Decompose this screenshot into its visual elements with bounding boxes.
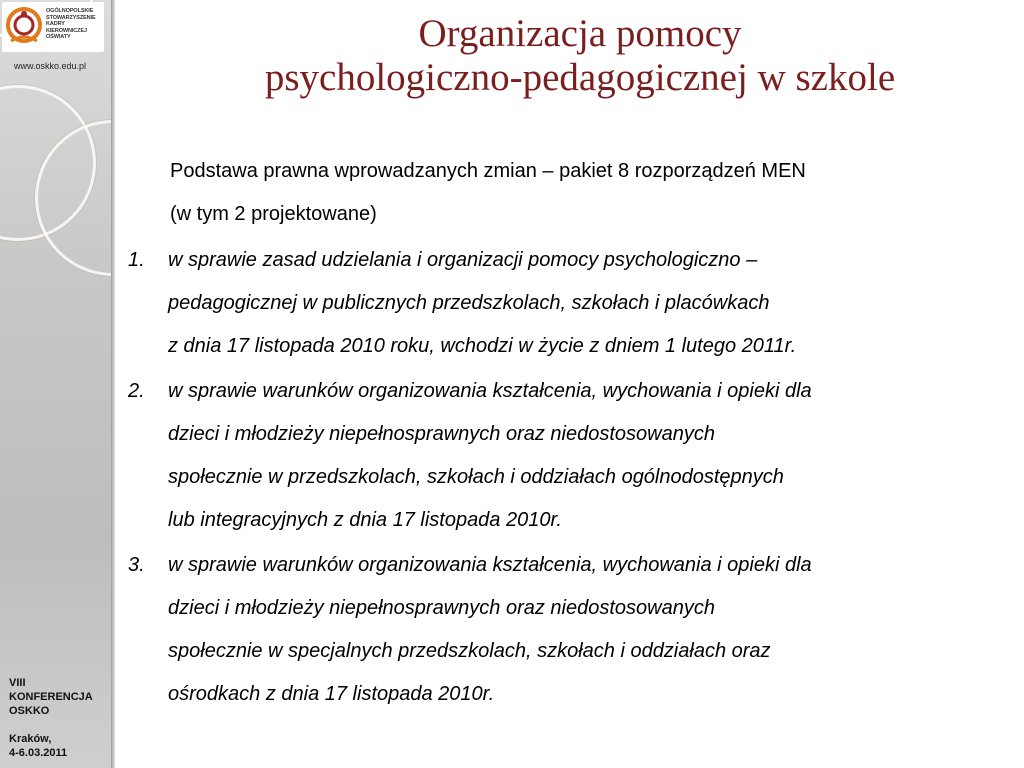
conference-place: Kraków, [9,733,52,745]
intro-line: Podstawa prawna wprowadzanych zmian – pakiet 8 rozporządzeń MEN [170,160,806,182]
item-line: lub integracyjnych z dnia 17 listopada 2010r. [168,509,562,531]
slide-title-line: Organizacja pomocy [418,12,742,55]
logo-text-line: KIEROWNICZEJ [46,27,87,34]
logo-text-line: KADRY [46,21,65,27]
sidebar [0,0,113,768]
intro-line: (w tym 2 projektowane) [170,203,377,225]
item-line: społecznie w przedszkolach, szkołach i oddziałach ogólnodostępnych [168,466,784,488]
list-item [128,239,1008,368]
logo-text-line: STOWARZYSZENIE [46,14,96,21]
conference-label: KONFERENCJA [9,691,93,703]
item-number: 2. [128,380,145,402]
item-line: w sprawie warunków organizowania kształcenia, wychowania i opieki dla [168,554,812,576]
item-text [168,544,1008,716]
list-item [128,370,1008,542]
organization-logo [2,2,104,52]
oskko-logo-icon [5,5,43,49]
item-line: w sprawie zasad udzielania i organizacji pomocy psychologiczno – [168,249,758,271]
sidebar-divider [111,0,115,768]
item-line: ośrodkach z dnia 17 listopada 2010r. [168,683,495,705]
slide-title [150,12,1010,100]
intro-paragraph [128,150,1008,236]
item-line: dzieci i młodzieży niepełnosprawnych oraz niedostosowanych [168,597,715,619]
item-line: w sprawie warunków organizowania kształcenia, wychowania i opieki dla [168,380,812,402]
item-number: 3. [128,554,145,576]
item-line: z dnia 17 listopada 2010 roku, wchodzi w życie z dniem 1 lutego 2011r. [168,335,797,357]
item-number: 1. [128,249,145,271]
slide-title-line: psychologiczno-pedagogicznej w szkole [264,56,896,99]
item-line: dzieci i młodzieży niepełnosprawnych oraz niedostosowanych [168,423,715,445]
logo-text-line: OGÓLNOPOLSKIE [46,8,94,14]
item-line: pedagogicznej w publicznych przedszkolach, szkołach i placówkach [168,292,770,314]
conference-dates: 4-6.03.2011 [9,747,68,759]
organization-name [46,8,104,41]
conference-organizer: OSKKO [9,705,50,717]
item-line: społecznie w specjalnych przedszkolach, szkołach i oddziałach oraz [168,640,771,662]
list-item [128,544,1008,716]
regulation-list [128,239,1008,716]
logo-text-line: OŚWIATY [46,34,71,40]
conference-edition: VIII [9,677,26,689]
slide-body [128,150,1008,718]
item-text [168,239,1008,368]
website-url: www.oskko.edu.pl [14,61,87,71]
conference-info [9,676,93,760]
item-text [168,370,1008,542]
